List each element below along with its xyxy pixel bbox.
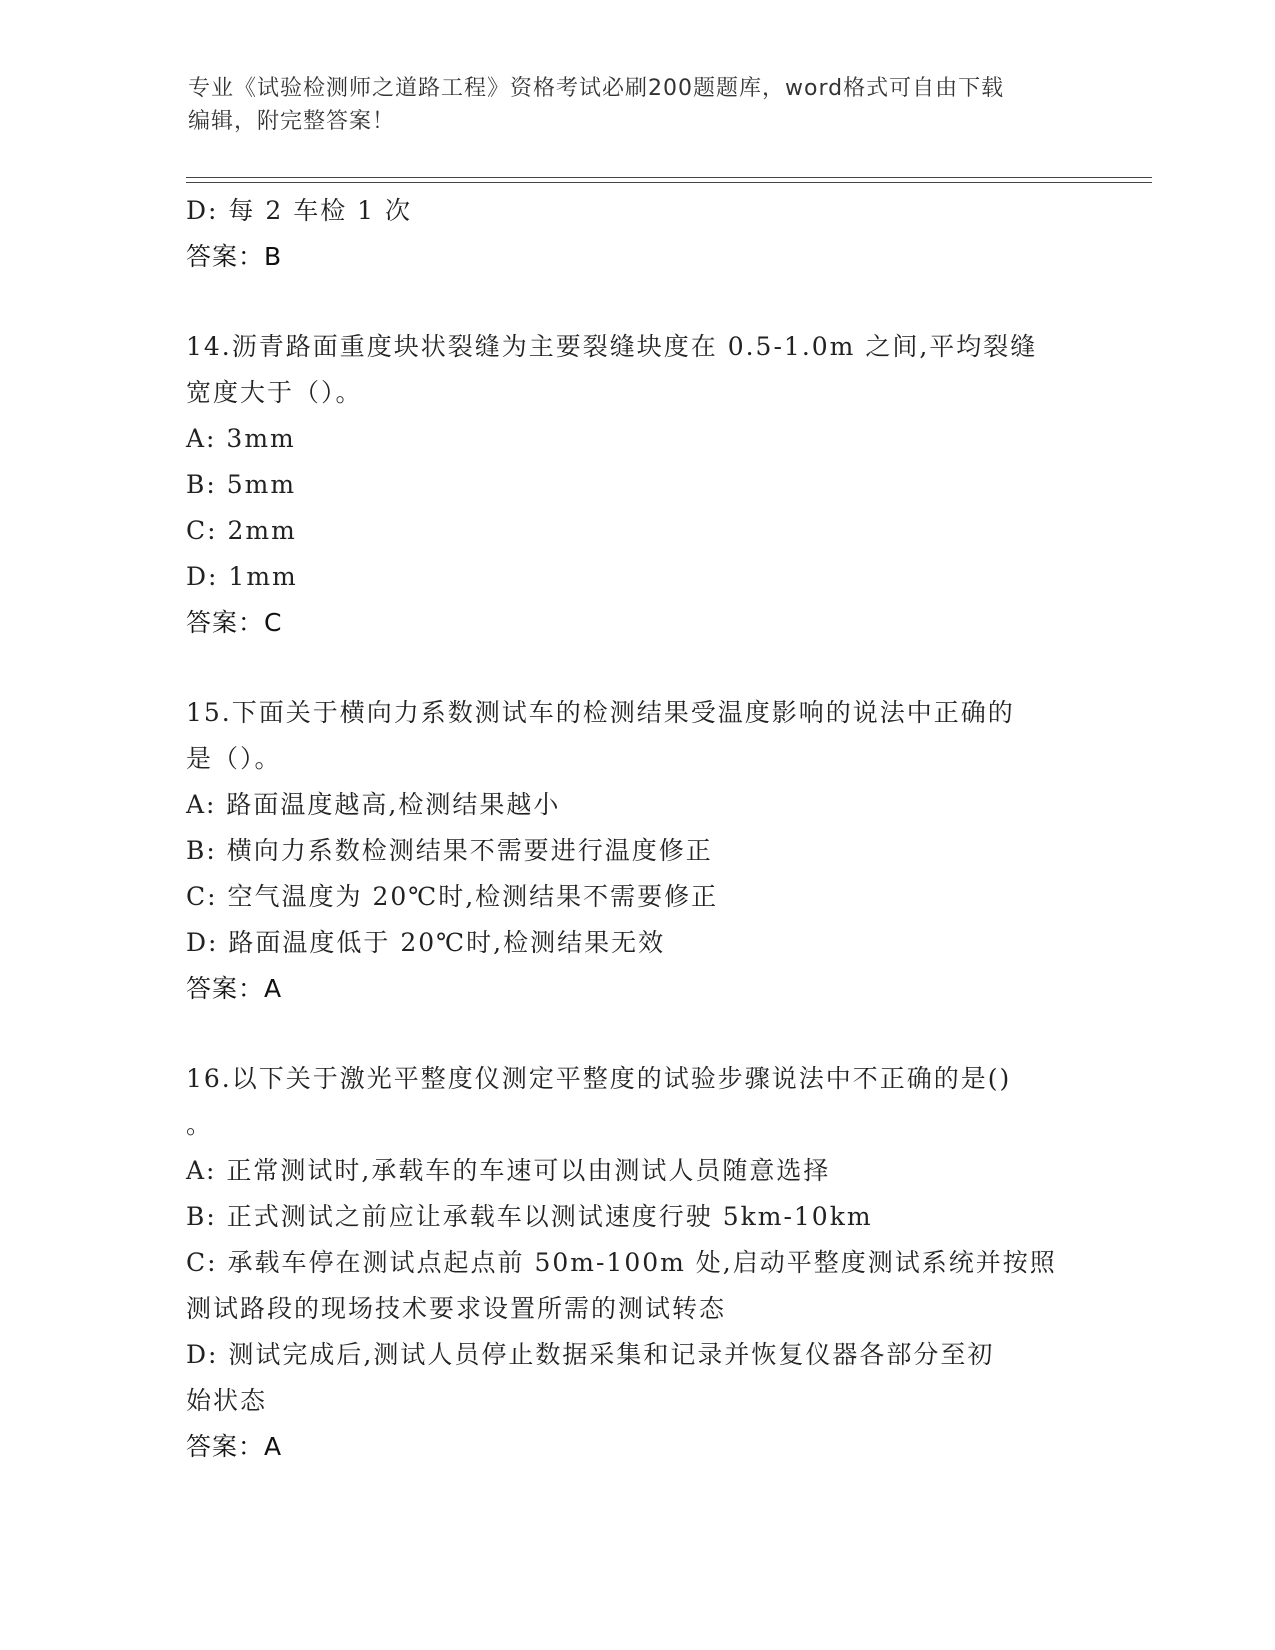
option-b: B: 横向力系数检测结果不需要进行温度修正	[186, 836, 713, 865]
option-a: A: 路面温度越高,检测结果越小	[186, 790, 561, 819]
answer: 答案：B	[186, 242, 283, 271]
question-stem-line-2: 是（）。	[186, 744, 282, 773]
answer: 答案：C	[186, 608, 283, 637]
option-d: D: 每 2 车检 1 次	[186, 196, 413, 225]
question-content	[186, 188, 1086, 1470]
option-c-line-1: C: 承载车停在测试点起点前 50m-100m 处,启动平整度测试系统并按照	[186, 1248, 1057, 1277]
question-stem-line-2: 。	[186, 1110, 214, 1139]
question-stem-line-1: 14.沥青路面重度块状裂缝为主要裂缝块度在 0.5-1.0m 之间,平均裂缝	[186, 332, 1038, 361]
page-header	[188, 72, 1088, 138]
option-c: C: 2mm	[186, 516, 297, 545]
question-16	[186, 1056, 1086, 1470]
answer: 答案：A	[186, 1432, 283, 1461]
option-d-line-1: D: 测试完成后,测试人员停止数据采集和记录并恢复仪器各部分至初	[186, 1340, 995, 1369]
option-d-line-2: 始状态	[186, 1386, 268, 1415]
question-15	[186, 690, 1086, 1012]
answer: 答案：A	[186, 974, 283, 1003]
header-divider-top	[186, 177, 1152, 178]
option-c: C: 空气温度为 20℃时,检测结果不需要修正	[186, 882, 719, 911]
option-b: B: 正式测试之前应让承载车以测试速度行驶 5km-10km	[186, 1202, 873, 1231]
option-c-line-2: 测试路段的现场技术要求设置所需的测试转态	[186, 1294, 727, 1323]
option-d: D: 路面温度低于 20℃时,检测结果无效	[186, 928, 666, 957]
question-stem-line-1: 15.下面关于横向力系数测试车的检测结果受温度影响的说法中正确的	[186, 698, 1015, 727]
question-stem-line-1: 16.以下关于激光平整度仪测定平整度的试验步骤说法中不正确的是()	[186, 1064, 1012, 1093]
header-divider-bottom	[186, 182, 1152, 183]
option-b: B: 5mm	[186, 470, 297, 499]
header-line-2: 编辑，附完整答案！	[188, 109, 396, 134]
question-stem-line-2: 宽度大于（）。	[186, 378, 363, 407]
option-d: D: 1mm	[186, 562, 298, 591]
option-a: A: 正常测试时,承载车的车速可以由测试人员随意选择	[186, 1156, 831, 1185]
header-line-1: 专业《试验检测师之道路工程》资格考试必刷200题题库，word格式可自由下载	[188, 76, 1005, 101]
question-13-tail	[186, 188, 1086, 280]
question-14	[186, 324, 1086, 646]
option-a: A: 3mm	[186, 424, 296, 453]
